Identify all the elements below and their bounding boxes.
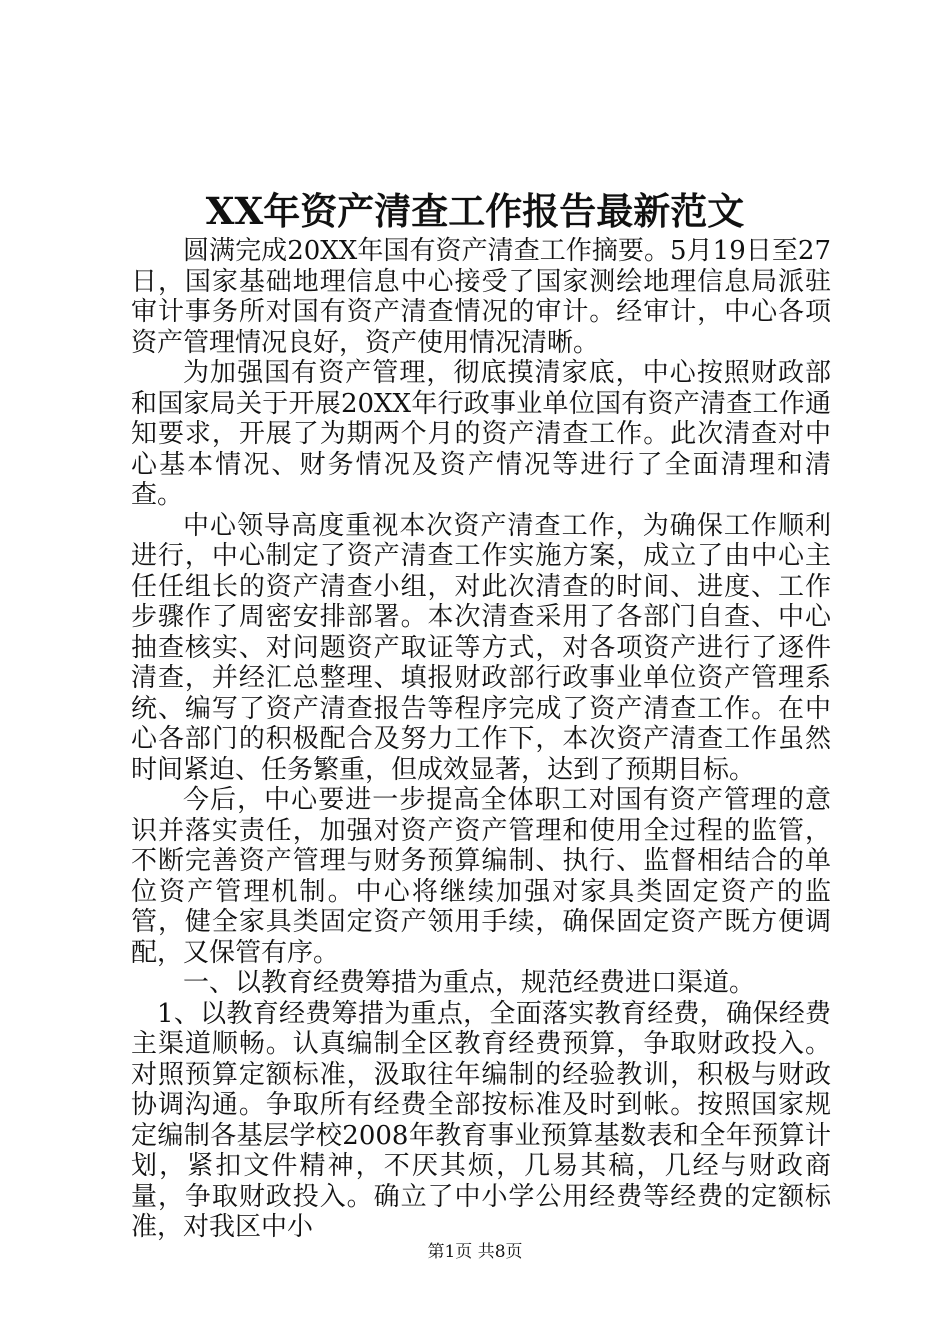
paragraph-future: 今后，中心要进一步提高全体职工对国有资产管理的意识并落实责任，加强对资产资产管理和使用全过程的监管，不断完善资产管理与财务预算编制、执行、监督相结合的单位资产管理机制。中心将继续加强对家具类固定资产的监管，健全家具类固定资产领用手续，确保固定资产既方便调配，又保管有序。	[131, 785, 831, 968]
document-title: XX年资产清查工作报告最新范文	[205, 189, 745, 233]
paragraph-leadership: 中心领导高度重视本次资产清查工作，为确保工作顺利进行，中心制定了资产清查工作实施方案，成立了由中心主任任组长的资产清查小组，对此次清查的时间、进度、工作步骤作了周密安排部署。本次清查采用了各部门自查、中心抽查核实、对问题资产取证等方式，对各项资产进行了逐件清查，并经汇总整理、填报财政部行政事业单位资产管理系统、编写了资产清查报告等程序完成了资产清查工作。在中心各部门的积极配合及努力工作下，本次资产清查工作虽然时间紧迫、任务繁重，但成效显著，达到了预期目标。	[131, 510, 831, 785]
page-number-footer: 第1页 共8页	[427, 1242, 523, 1262]
paragraph-summary: 圆满完成20XX年国有资产清查工作摘要。5月19日至27日，国家基础地理信息中心接受了国家测绘地理信息局派驻审计事务所对国有资产清查情况的审计。经审计，中心各项资产管理情况良好，资产使用情况清晰。	[131, 236, 831, 358]
document-body	[131, 236, 831, 1243]
paragraph-management: 为加强国有资产管理，彻底摸清家底，中心按照财政部和国家局关于开展20XX年行政事业单位国有资产清查工作通知要求，开展了为期两个月的资产清查工作。此次清查对中心基本情况、财务情况及资产情况等进行了全面清理和清查。	[131, 358, 831, 510]
paragraph-funding: 1、以教育经费筹措为重点，全面落实教育经费，确保经费主渠道顺畅。认真编制全区教育经费预算，争取财政投入。对照预算定额标准，汲取往年编制的经验教训，积极与财政协调沟通。争取所有经费全部按标准及时到帐。按照国家规定编制各基层学校2008年教育事业预算基数表和全年预算计划，紧扣文件精神，不厌其烦，几易其稿，几经与财政商量，争取财政投入。确立了中小学公用经费等经费的定额标准，对我区中小	[131, 998, 831, 1242]
section-heading-1: 一、以教育经费筹措为重点，规范经费进口渠道。	[183, 968, 756, 998]
